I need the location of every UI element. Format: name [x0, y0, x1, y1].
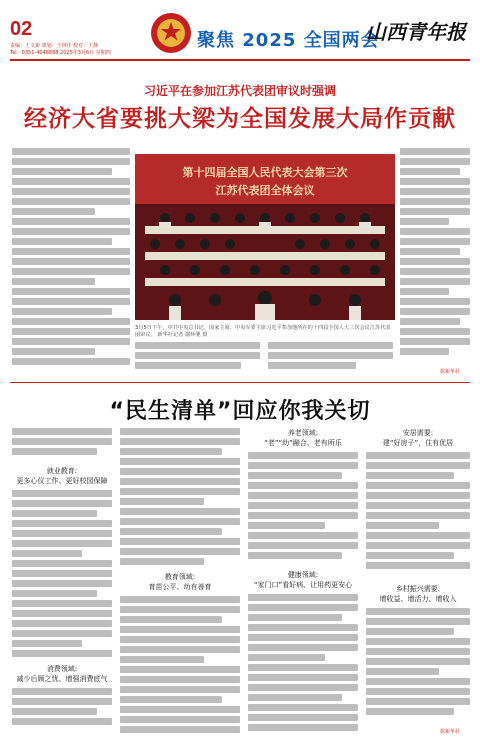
story1-body-right: [400, 148, 470, 363]
subhead-housing: 安居需要: 建“好房子”，住有优居: [382, 429, 454, 447]
story2-col3-body2: [248, 594, 358, 736]
subhead-education: 教育领域: 育苗公平、幼有善育: [148, 573, 212, 591]
subhead-consumption: 消费领域: 减少后顾之忧、增强消费底气: [16, 665, 108, 683]
congress-meeting-photo: [135, 154, 395, 320]
svg-text:山西青年报: 山西青年报: [366, 20, 466, 44]
photo-banner-line1: 第十四届全国人民代表大会第三次: [182, 166, 348, 179]
story2-col2-body: [120, 428, 240, 570]
section-title: 聚焦 2025 全国两会: [197, 30, 380, 51]
page-number: 02: [10, 18, 33, 40]
subhead-employment: 就业教育: 更多心仪工作、更好校园保障: [16, 467, 108, 485]
story2-col2-body2: [120, 596, 240, 736]
story1-body-bottom-a: [135, 342, 260, 372]
header-divider: [10, 59, 470, 61]
story1-headline: 经济大省要挑大梁为全国发展大局作贡献: [24, 106, 456, 132]
story-divider: [10, 382, 470, 383]
page-header: [0, 0, 480, 58]
photo-banner-line2: 江苏代表团全体会议: [215, 184, 315, 197]
subhead-elderly-care: 养老领域: “老”“幼”融合、老有所乐: [264, 429, 342, 447]
subhead-rural: 乡村振兴需要: 增收益、增活力、增收入: [379, 585, 457, 603]
story2-col4-body: [366, 452, 470, 572]
photo-caption: 3月5日下午，中共中央总书记、国家主席、中央军委主席习近平参加他所在的十四届全国人大三次会议江苏代表团审议。 新华社记者 谢环驰 摄: [135, 325, 391, 338]
story2-col3-body: [248, 452, 358, 562]
national-emblem-icon: [150, 12, 192, 54]
date-line: Tel：0351-4048888 2025年3月6日 星期四: [10, 50, 111, 56]
story1-body-left: [12, 148, 130, 368]
story2-source: 据新华社: [440, 729, 461, 735]
story1-source: 据新华社: [440, 369, 461, 375]
story2-col4-body2: [366, 608, 470, 723]
masthead-logo: [366, 12, 470, 48]
story2-col1-body2: [12, 688, 112, 736]
story2-col1-intro: [12, 428, 112, 464]
story1-kicker: 习近平在参加江苏代表团审议时强调: [143, 84, 336, 98]
subhead-health: 健康领域: “家门口”看好病、让用药更安心: [253, 571, 353, 589]
story2-headline: “民生清单”回应你我关切: [109, 399, 371, 424]
story2-col1-body: [12, 490, 112, 662]
story1-body-bottom-b: [268, 342, 393, 372]
editor-line: 责编：王文新 策划：王林佳 校对：王静: [10, 43, 99, 49]
